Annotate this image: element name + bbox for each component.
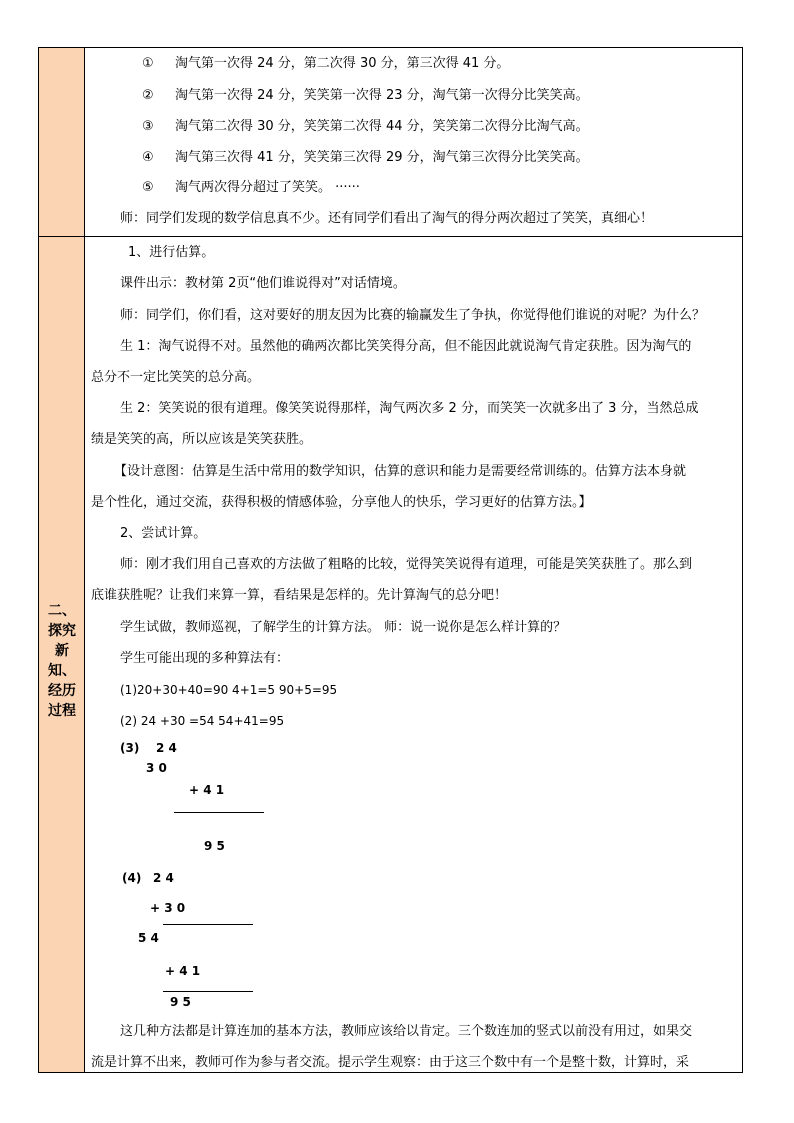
method-4-result: 9 5 [170,995,191,1009]
method-4-rule [163,991,253,992]
section-label-column [39,48,85,1072]
paragraph: 流是计算不出来，教师可作为参与者交流。提示学生观察：由于这三个数中有一个是整十数，计算时，采 [91,1055,690,1070]
section-label-line: 探究 [48,623,76,639]
list-item: 淘气第二次得 30 分，笑笑第二次得 44 分，笑笑第二次得分比淘气高。 [175,119,589,134]
list-item-number: ④ [142,150,154,165]
method-4-label: (4) [122,871,142,885]
method-3-addend: + 4 1 [189,783,225,797]
method-3-label: (3) [120,741,140,755]
method-3-result: 9 5 [204,839,225,853]
section-label-line: 知、 [48,663,76,679]
list-item-number: ③ [142,119,154,134]
method-3-addend: 2 4 [156,741,177,755]
section-label [39,601,85,721]
paragraph: 课件出示：教材第 2页“他们谁说得对”对话情境。 [120,276,406,291]
section-label-line: 新 [55,643,69,659]
list-item: 淘气第三次得 41 分，笑笑第三次得 29 分，淘气第三次得分比笑笑高。 [175,150,589,165]
method-3-addend: 3 0 [146,761,167,775]
list-item-number: ⑤ [142,180,154,195]
design-intent: 是个性化，通过交流，获得积极的情感体验，分享他人的快乐，学习更好的估算方法。】 [91,495,592,510]
method-3-rule [174,812,264,813]
step-heading: 2、尝试计算。 [120,526,207,541]
paragraph: 这几种方法都是计算连加的基本方法，教师应该给以肯定。三个数连加的竖式以前没有用过，如果交 [120,1024,693,1039]
section-label-line: 二、 [48,603,76,619]
step-heading: 1、进行估算。 [128,245,215,260]
teacher-remark: 师：同学们发现的数学信息真不少。还有同学们看出了淘气的得分两次超过了笑笑，真细心！ [120,211,654,226]
paragraph: 绩是笑笑的高，所以应该是笑笑获胜。 [91,432,313,447]
list-item-number: ② [142,88,154,103]
design-intent: 【设计意图：估算是生活中常用的数学知识，估算的意识和能力是需要经常训练的。估算方法本身就 [114,464,687,479]
paragraph: 总分不一定比笑笑的总分高。 [91,370,261,385]
list-item-number: ① [142,56,154,71]
paragraph: 学生试做，教师巡视，了解学生的计算方法。 师：说一说你是怎么样计算的？ [120,620,567,635]
section-label-line: 过程 [48,703,76,719]
section-label-line: 经历 [48,683,76,699]
paragraph: 学生可能出现的多种算法有： [120,651,290,666]
list-item: 淘气第一次得 24 分，第二次得 30 分，第三次得 41 分。 [175,56,510,71]
paragraph: 生 2：笑笑说的很有道理。像笑笑说得那样，淘气两次多 2 分，而笑笑一次就多出了 3 分，当然总成 [120,401,699,416]
method-4-addend: 2 4 [153,871,174,885]
paragraph: 生 1：淘气说得不对。虽然他的确两次都比笑笑得分高，但不能因此就说淘气肯定获胜。因为淘气的 [120,339,692,354]
method-2: (2) 24 +30 =54 54+41=95 [120,714,285,728]
paragraph: 师：刚才我们用自己喜欢的方法做了粗略的比较，觉得笑笑说得有道理，可能是笑笑获胜了。那么到 [120,557,693,572]
paragraph: 底谁获胜呢？让我们来算一算，看结果是怎样的。先计算淘气的总分吧！ [91,588,508,603]
list-item: 淘气两次得分超过了笑笑。 ······ [175,180,360,195]
method-4-addend: + 4 1 [165,964,201,978]
method-4-rule [163,924,253,925]
method-4-addend: + 3 0 [150,901,186,915]
list-item: 淘气第一次得 24 分，笑笑第一次得 23 分，淘气第一次得分比笑笑高。 [175,88,589,103]
method-1: (1)20+30+40=90 4+1=5 90+5=95 [120,683,338,697]
row-divider [39,236,742,237]
method-4-partial-sum: 5 4 [138,931,159,945]
paragraph: 师：同学们，你们看，这对要好的朋友因为比赛的输赢发生了争执，你觉得他们谁说的对呢？为什么？ [120,308,706,323]
